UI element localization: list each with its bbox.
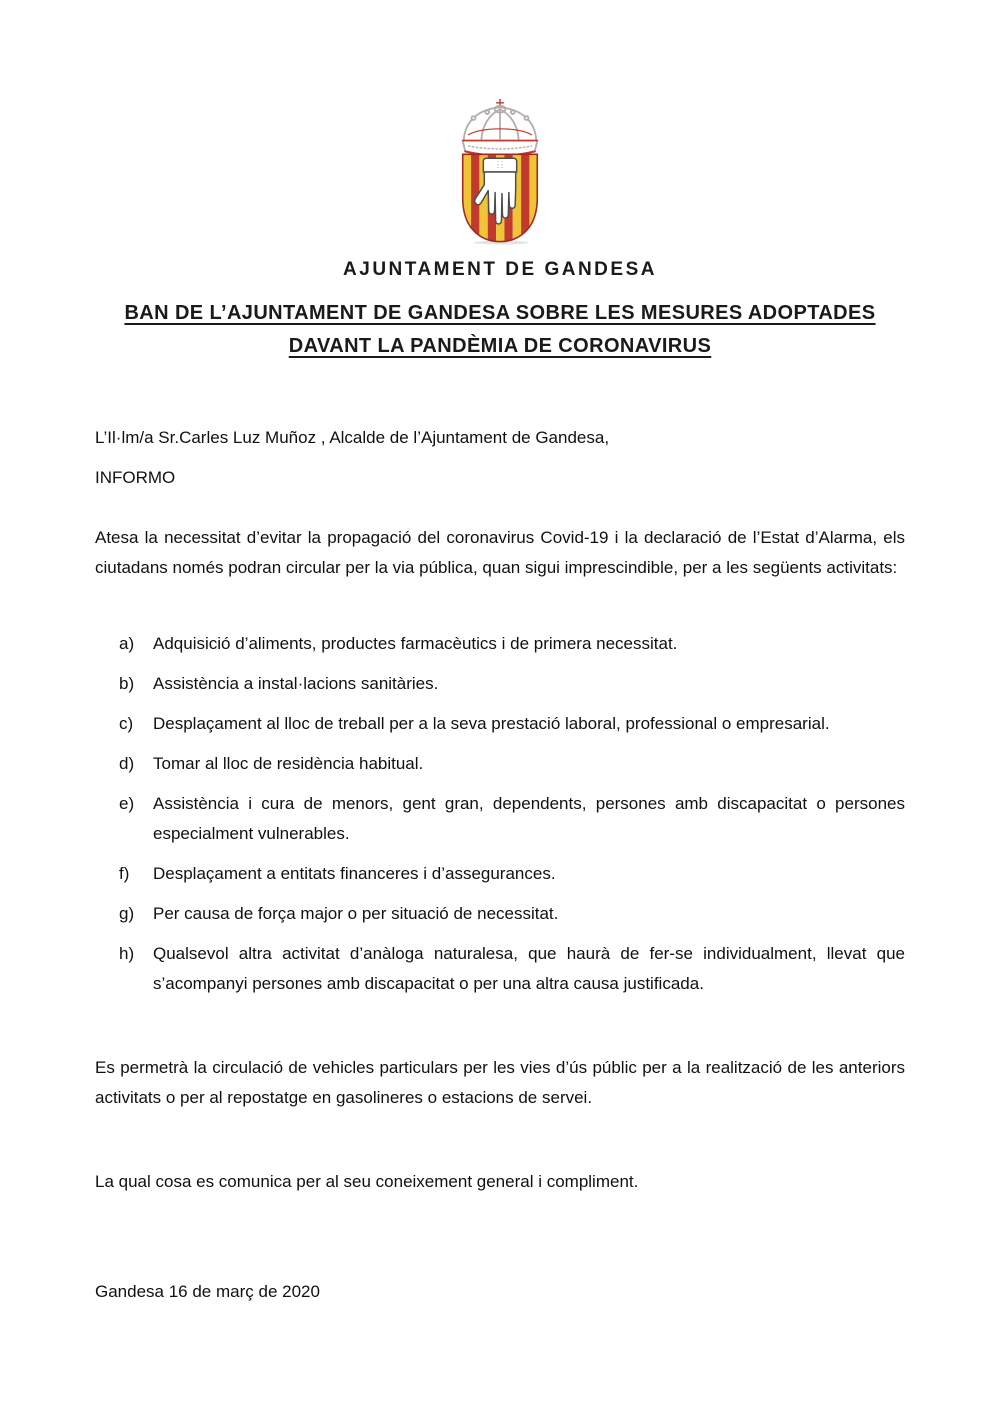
list-item-text: Per causa de força major o per situació de necessitat. [153,904,559,923]
gandesa-coat-of-arms [449,95,551,247]
org-name: AJUNTAMENT DE GANDESA [343,259,657,280]
list-item [95,749,905,779]
document-title-line2: DAVANT LA PANDÈMIA DE CORONAVIRUS [288,335,712,357]
announce-word: INFORMO [95,468,176,487]
list-item-marker: a) [119,634,135,653]
list-item-marker: d) [119,754,135,773]
list-item [95,629,905,659]
dateline: Gandesa 16 de març de 2020 [95,1282,320,1301]
vehicles-paragraph: Es permetrà la circulació de vehicles particulars per les vies d’ús públic per a la realització de les anteriors activitats o per al repostatge en gasolineres o estacions de servei. [95,1058,905,1107]
list-item-text: Tomar al lloc de residència habitual. [153,754,424,773]
list-item-text: Desplaçament al lloc de treball per a la seva prestació laboral, professional o empresarial. [153,714,830,733]
list-item-text: Adquisició d’aliments, productes farmacèutics i de primera necessitat. [153,634,678,653]
crown-icon [463,99,538,155]
list-item-text: Desplaçament a entitats financeres i d’assegurances. [153,864,556,883]
list-item [95,789,905,849]
salutation-line: L’Il·lm/a Sr.Carles Luz Muñoz , Alcalde de l’Ajuntament de Gandesa, [95,428,610,447]
list-item [95,709,905,739]
list-item-marker: e) [119,794,135,813]
shield-icon [463,154,538,241]
list-item-text: Assistència i cura de menors, gent gran, dependents, persones amb discapacitat o persones especialment vulnerables. [153,794,905,843]
list-item-marker: h) [119,944,135,963]
document-title [95,297,905,363]
list-item-marker: g) [119,904,135,923]
closing-paragraph: La qual cosa es comunica per al seu coneixement general i compliment. [95,1172,639,1191]
list-item-marker: b) [119,674,135,693]
list-item-text: Assistència a instal·lacions sanitàries. [153,674,439,693]
intro-paragraph: Atesa la necessitat d’evitar la propagació del coronavirus Covid-19 i la declaració de l’Estat d’Alarma, els ciutadans només podran circular per la via pública, quan sigui imprescindible, per a les següents activitats: [95,528,905,577]
list-item-text: Qualsevol altra activitat d’anàloga naturalesa, que haurà de fer-se individualment, llevat que s’acompanyi persones amb discapacitat o per una altra causa justificada. [153,944,905,993]
list-item-marker: c) [119,714,134,733]
list-item [95,859,905,889]
list-item [95,939,905,999]
list-item [95,899,905,929]
list-item [95,669,905,699]
document-title-line1: BAN DE L’AJUNTAMENT DE GANDESA SOBRE LES MESURES ADOPTADES [124,302,876,324]
activities-list [95,629,905,999]
list-item-marker: f) [119,864,130,883]
